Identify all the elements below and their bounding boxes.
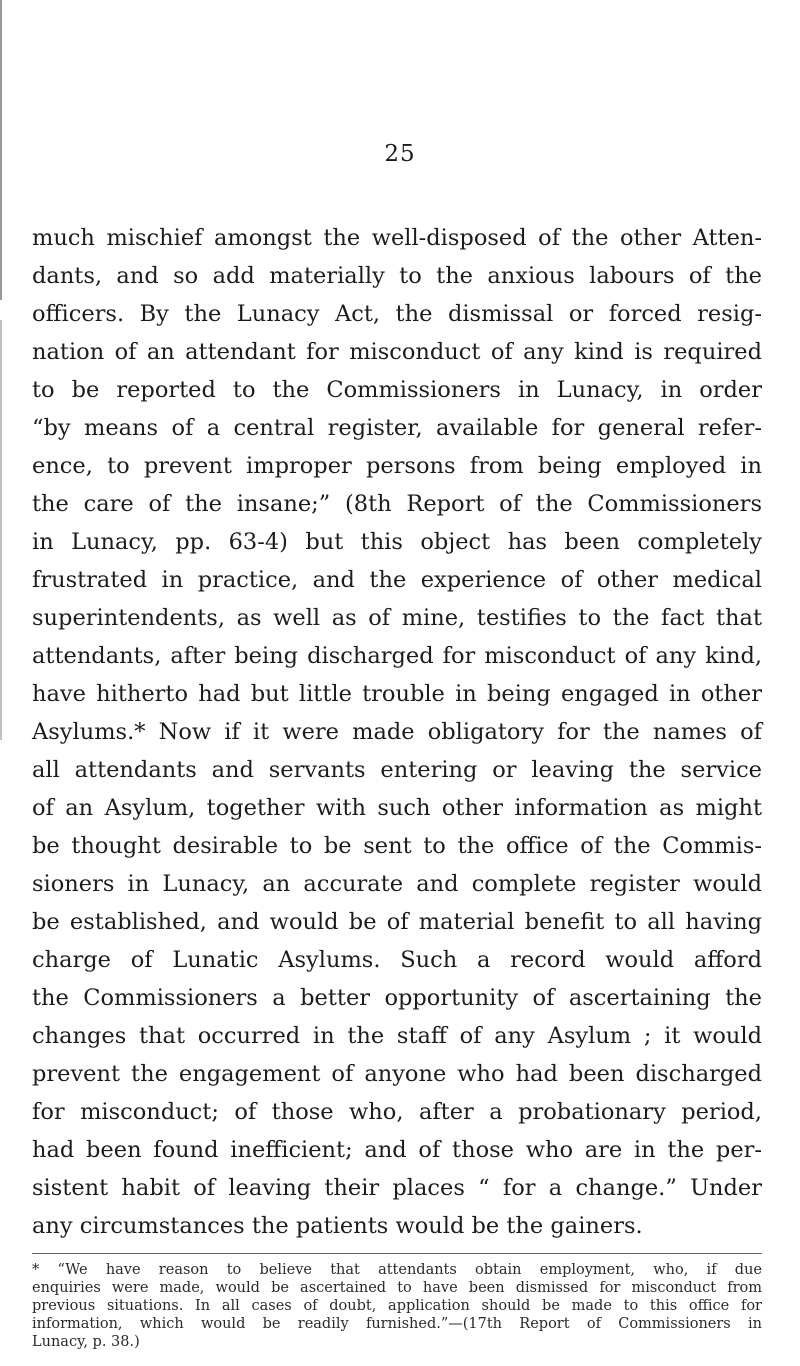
body-line: the Commissioners a better opportunity of ascertaining the <box>32 985 762 1011</box>
body-line: officers. By the Lunacy Act, the dismissal or forced resig- <box>32 301 762 327</box>
footnote-line: previous situations. In all cases of doubt, application should be made to this office for <box>32 1298 762 1314</box>
body-line: sioners in Lunacy, an accurate and complete register would <box>32 871 762 897</box>
body-line: dants, and so add materially to the anxious labours of the <box>32 263 762 289</box>
body-line: all attendants and servants entering or leaving the service <box>32 757 762 783</box>
body-line: had been found inefficient; and of those who are in the per- <box>32 1137 762 1163</box>
body-line: have hitherto had but little trouble in being engaged in other <box>32 681 762 707</box>
body-line: sistent habit of leaving their places “ for a change.” Under <box>32 1175 762 1201</box>
footnote-line: * “We have reason to believe that attendants obtain employment, who, if due <box>32 1262 762 1278</box>
body-line: to be reported to the Commissioners in Lunacy, in order <box>32 377 762 403</box>
body-line: be established, and would be of material benefit to all having <box>32 909 762 935</box>
body-line: ence, to prevent improper persons from being employed in <box>32 453 762 479</box>
body-line: much mischief amongst the well-disposed of the other Atten- <box>32 225 762 251</box>
body-line: the care of the insane;” (8th Report of the Commissioners <box>32 491 762 517</box>
footnote-line: enquiries were made, would be ascertained to have been dismissed for misconduct from <box>32 1280 762 1296</box>
body-line: attendants, after being discharged for misconduct of any kind, <box>32 643 762 669</box>
body-line: for misconduct; of those who, after a probationary period, <box>32 1099 762 1125</box>
body-line: prevent the engagement of anyone who had been discharged <box>32 1061 762 1087</box>
body-line: be thought desirable to be sent to the office of the Commis- <box>32 833 762 859</box>
body-line: charge of Lunatic Asylums. Such a record would afford <box>32 947 762 973</box>
body-line: frustrated in practice, and the experience of other medical <box>32 567 762 593</box>
body-line: any circumstances the patients would be the gainers. <box>32 1213 643 1239</box>
page-number: 25 <box>384 141 416 167</box>
body-line: of an Asylum, together with such other information as might <box>32 795 762 821</box>
body-line: superintendents, as well as of mine, testifies to the fact that <box>32 605 762 631</box>
body-line: Asylums.* Now if it were made obligatory for the names of <box>32 719 762 745</box>
footnote-rule <box>32 1253 762 1254</box>
body-line: nation of an attendant for misconduct of any kind is required <box>32 339 762 365</box>
left-edge-mark <box>0 320 2 740</box>
body-line: changes that occurred in the staff of any Asylum ; it would <box>32 1023 762 1049</box>
body-line: in Lunacy, pp. 63-4) but this object has been completely <box>32 529 762 555</box>
footnote-line: information, which would be readily furnished.”—(17th Report of Commissioners in <box>32 1316 762 1332</box>
footnote-line: Lunacy, p. 38.) <box>32 1334 140 1350</box>
body-line: “by means of a central register, available for general refer- <box>32 415 762 441</box>
